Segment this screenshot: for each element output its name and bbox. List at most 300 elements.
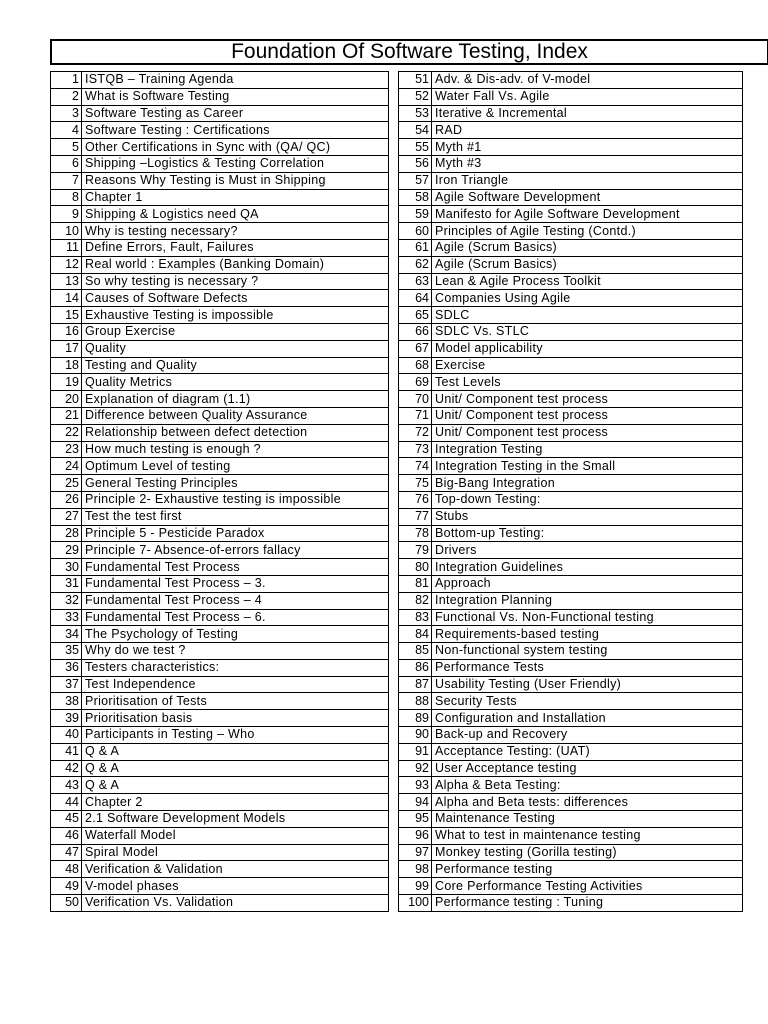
index-topic: Difference between Quality Assurance [82,407,389,424]
index-number: 74 [399,458,432,475]
index-row [399,559,743,576]
index-row [399,861,743,878]
index-number: 48 [51,861,82,878]
index-number: 52 [399,88,432,105]
index-row [51,72,389,89]
index-row [51,760,389,777]
index-topic: Quality [82,340,389,357]
index-number: 58 [399,189,432,206]
index-row [51,407,389,424]
index-topic: Water Fall Vs. Agile [432,88,743,105]
index-row [399,458,743,475]
index-row [51,743,389,760]
index-row [51,592,389,609]
index-topic: Test Levels [432,374,743,391]
index-topic: Verification & Validation [82,861,389,878]
index-row [51,643,389,660]
index-topic: Myth #1 [432,139,743,156]
index-number: 7 [51,172,82,189]
index-number: 94 [399,794,432,811]
index-topic: Iterative & Incremental [432,105,743,122]
index-topic: Top-down Testing: [432,491,743,508]
index-row [51,88,389,105]
index-table-left-body [51,72,389,912]
index-number: 28 [51,525,82,542]
index-number: 18 [51,357,82,374]
index-row [51,861,389,878]
index-number: 54 [399,122,432,139]
index-row [51,172,389,189]
index-topic: Functional Vs. Non-Functional testing [432,609,743,626]
index-row [399,105,743,122]
index-row [399,710,743,727]
index-number: 21 [51,407,82,424]
index-topic: Agile (Scrum Basics) [432,256,743,273]
index-row [51,794,389,811]
index-topic: Monkey testing (Gorilla testing) [432,844,743,861]
index-number: 78 [399,525,432,542]
index-topic: Non-functional system testing [432,643,743,660]
index-topic: Principle 2- Exhaustive testing is impossible [82,491,389,508]
index-topic: Prioritisation of Tests [82,693,389,710]
index-topic: Define Errors, Fault, Failures [82,239,389,256]
index-topic: Optimum Level of testing [82,458,389,475]
index-topic: Q & A [82,777,389,794]
index-topic: Requirements-based testing [432,626,743,643]
index-number: 67 [399,340,432,357]
index-row [399,155,743,172]
index-row [399,441,743,458]
index-number: 46 [51,827,82,844]
index-topic: So why testing is necessary ? [82,273,389,290]
index-topic: Test Independence [82,676,389,693]
index-number: 66 [399,323,432,340]
index-number: 13 [51,273,82,290]
index-topic: Causes of Software Defects [82,290,389,307]
index-topic: Back-up and Recovery [432,727,743,744]
index-row [399,592,743,609]
index-topic: Chapter 2 [82,794,389,811]
index-topic: Performance Tests [432,659,743,676]
index-topic: Exercise [432,357,743,374]
index-number: 6 [51,155,82,172]
index-row [51,340,389,357]
index-number: 73 [399,441,432,458]
index-number: 24 [51,458,82,475]
index-topic: Prioritisation basis [82,710,389,727]
index-row [51,424,389,441]
index-row [51,710,389,727]
index-row [51,626,389,643]
index-topic: Principle 5 - Pesticide Paradox [82,525,389,542]
index-row [399,323,743,340]
index-topic: Core Performance Testing Activities [432,878,743,895]
title-box [50,39,768,65]
index-row [51,273,389,290]
index-number: 86 [399,659,432,676]
index-number: 53 [399,105,432,122]
index-row [51,223,389,240]
index-number: 81 [399,575,432,592]
index-topic: General Testing Principles [82,475,389,492]
index-row [51,155,389,172]
index-topic: Drivers [432,542,743,559]
index-row [399,391,743,408]
index-topic: Acceptance Testing: (UAT) [432,743,743,760]
index-row [51,659,389,676]
index-number: 45 [51,811,82,828]
index-topic: Unit/ Component test process [432,424,743,441]
page-title: Foundation Of Software Testing, Index [231,40,588,63]
index-topic: Reasons Why Testing is Must in Shipping [82,172,389,189]
index-table-left [50,71,389,912]
index-topic: Q & A [82,760,389,777]
index-row [399,895,743,912]
index-topic: User Acceptance testing [432,760,743,777]
index-topic: Agile (Scrum Basics) [432,239,743,256]
index-row [399,827,743,844]
index-number: 64 [399,290,432,307]
index-topic: Configuration and Installation [432,710,743,727]
index-number: 39 [51,710,82,727]
index-number: 75 [399,475,432,492]
index-number: 16 [51,323,82,340]
index-row [399,72,743,89]
index-number: 4 [51,122,82,139]
index-number: 65 [399,307,432,324]
index-topic: Why do we test ? [82,643,389,660]
index-row [51,508,389,525]
index-number: 29 [51,542,82,559]
index-row [399,340,743,357]
index-topic: Iron Triangle [432,172,743,189]
index-topic: Why is testing necessary? [82,223,389,240]
index-row [399,290,743,307]
index-number: 55 [399,139,432,156]
index-topic: Shipping & Logistics need QA [82,206,389,223]
index-number: 3 [51,105,82,122]
index-row [399,727,743,744]
index-row [51,542,389,559]
index-row [51,777,389,794]
index-number: 19 [51,374,82,391]
index-row [399,239,743,256]
index-topic: Maintenance Testing [432,811,743,828]
index-row [51,391,389,408]
index-topic: Principle 7- Absence-of-errors fallacy [82,542,389,559]
index-topic: Adv. & Dis-adv. of V-model [432,72,743,89]
index-number: 33 [51,609,82,626]
index-row [51,895,389,912]
index-topic: Unit/ Component test process [432,407,743,424]
index-topic: Approach [432,575,743,592]
index-number: 8 [51,189,82,206]
index-number: 2 [51,88,82,105]
index-number: 72 [399,424,432,441]
index-number: 23 [51,441,82,458]
index-topic: Verification Vs. Validation [82,895,389,912]
index-topic: Myth #3 [432,155,743,172]
index-row [51,139,389,156]
index-number: 56 [399,155,432,172]
index-topic: Fundamental Test Process – 3. [82,575,389,592]
index-topic: Fundamental Test Process [82,559,389,576]
index-row [399,206,743,223]
index-number: 100 [399,895,432,912]
index-row [51,844,389,861]
index-topic: V-model phases [82,878,389,895]
index-row [399,525,743,542]
index-row [399,878,743,895]
index-topic: RAD [432,122,743,139]
index-number: 91 [399,743,432,760]
index-number: 96 [399,827,432,844]
index-topic: Usability Testing (User Friendly) [432,676,743,693]
index-row [399,626,743,643]
index-topic: Performance testing [432,861,743,878]
index-row [399,256,743,273]
index-row [399,491,743,508]
index-number: 5 [51,139,82,156]
index-topic: SDLC [432,307,743,324]
index-topic: Exhaustive Testing is impossible [82,307,389,324]
index-number: 97 [399,844,432,861]
index-topic: Waterfall Model [82,827,389,844]
index-row [399,357,743,374]
index-number: 32 [51,592,82,609]
index-row [399,88,743,105]
index-row [51,458,389,475]
index-row [51,609,389,626]
index-number: 34 [51,626,82,643]
index-number: 42 [51,760,82,777]
index-number: 27 [51,508,82,525]
index-number: 70 [399,391,432,408]
index-number: 26 [51,491,82,508]
index-row [399,794,743,811]
index-number: 79 [399,542,432,559]
index-topic: Fundamental Test Process – 6. [82,609,389,626]
index-number: 63 [399,273,432,290]
index-topic: The Psychology of Testing [82,626,389,643]
index-row [51,374,389,391]
index-number: 15 [51,307,82,324]
index-topic: Alpha and Beta tests: differences [432,794,743,811]
index-row [399,223,743,240]
index-row [399,374,743,391]
index-row [399,609,743,626]
index-topic: Software Testing as Career [82,105,389,122]
index-row [399,844,743,861]
index-topic: Shipping –Logistics & Testing Correlation [82,155,389,172]
index-row [399,139,743,156]
index-topic: Integration Guidelines [432,559,743,576]
index-topic: Alpha & Beta Testing: [432,777,743,794]
index-row [51,878,389,895]
index-number: 99 [399,878,432,895]
index-row [51,323,389,340]
index-number: 17 [51,340,82,357]
index-row [399,760,743,777]
index-number: 40 [51,727,82,744]
index-row [51,559,389,576]
index-row [51,827,389,844]
index-number: 37 [51,676,82,693]
index-topic: Fundamental Test Process – 4 [82,592,389,609]
index-topic: Integration Testing [432,441,743,458]
index-number: 95 [399,811,432,828]
index-number: 36 [51,659,82,676]
index-row [51,441,389,458]
index-topic: Lean & Agile Process Toolkit [432,273,743,290]
index-row [51,811,389,828]
index-number: 60 [399,223,432,240]
index-number: 30 [51,559,82,576]
index-number: 12 [51,256,82,273]
index-number: 92 [399,760,432,777]
index-number: 22 [51,424,82,441]
index-topic: Stubs [432,508,743,525]
index-row [399,575,743,592]
index-row [399,811,743,828]
index-number: 38 [51,693,82,710]
index-row [399,307,743,324]
index-row [51,491,389,508]
index-row [51,693,389,710]
index-number: 41 [51,743,82,760]
index-row [51,575,389,592]
index-number: 87 [399,676,432,693]
index-row [51,357,389,374]
index-number: 62 [399,256,432,273]
index-number: 57 [399,172,432,189]
index-number: 31 [51,575,82,592]
index-number: 90 [399,727,432,744]
index-number: 50 [51,895,82,912]
index-topic: What is Software Testing [82,88,389,105]
index-topic: Other Certifications in Sync with (QA/ QC) [82,139,389,156]
index-topic: Model applicability [432,340,743,357]
index-row [399,122,743,139]
index-row [51,525,389,542]
index-row [399,693,743,710]
index-number: 69 [399,374,432,391]
index-number: 59 [399,206,432,223]
index-topic: Principles of Agile Testing (Contd.) [432,223,743,240]
index-number: 80 [399,559,432,576]
index-row [51,239,389,256]
index-row [399,777,743,794]
index-row [399,475,743,492]
index-row [399,407,743,424]
index-topic: Q & A [82,743,389,760]
index-number: 14 [51,290,82,307]
index-number: 25 [51,475,82,492]
index-topic: Software Testing : Certifications [82,122,389,139]
index-topic: Security Tests [432,693,743,710]
index-row [51,290,389,307]
index-row [51,189,389,206]
index-number: 82 [399,592,432,609]
index-topic: Big-Bang Integration [432,475,743,492]
index-row [51,676,389,693]
index-row [51,727,389,744]
index-topic: Group Exercise [82,323,389,340]
index-row [399,189,743,206]
index-row [51,256,389,273]
index-number: 93 [399,777,432,794]
index-number: 83 [399,609,432,626]
index-number: 47 [51,844,82,861]
index-number: 88 [399,693,432,710]
index-row [51,475,389,492]
index-row [51,105,389,122]
index-number: 20 [51,391,82,408]
index-number: 44 [51,794,82,811]
index-topic: What to test in maintenance testing [432,827,743,844]
index-table-right [398,71,743,912]
index-row [399,676,743,693]
index-topic: Real world : Examples (Banking Domain) [82,256,389,273]
index-row [399,743,743,760]
index-topic: Spiral Model [82,844,389,861]
index-topic: Bottom-up Testing: [432,525,743,542]
index-row [399,643,743,660]
index-topic: Testers characteristics: [82,659,389,676]
index-number: 98 [399,861,432,878]
index-row [51,307,389,324]
index-topic: Test the test first [82,508,389,525]
index-table-right-body [399,72,743,912]
index-topic: Chapter 1 [82,189,389,206]
index-row [51,206,389,223]
index-number: 10 [51,223,82,240]
index-topic: Integration Testing in the Small [432,458,743,475]
index-topic: Unit/ Component test process [432,391,743,408]
index-row [399,542,743,559]
index-number: 89 [399,710,432,727]
index-topic: Relationship between defect detection [82,424,389,441]
index-number: 1 [51,72,82,89]
index-topic: Participants in Testing – Who [82,727,389,744]
index-number: 68 [399,357,432,374]
index-topic: Performance testing : Tuning [432,895,743,912]
index-row [399,424,743,441]
index-row [399,172,743,189]
index-topic: Testing and Quality [82,357,389,374]
index-row [51,122,389,139]
index-topic: Quality Metrics [82,374,389,391]
index-number: 49 [51,878,82,895]
index-row [399,508,743,525]
index-number: 43 [51,777,82,794]
index-topic: Manifesto for Agile Software Development [432,206,743,223]
index-number: 76 [399,491,432,508]
index-row [399,659,743,676]
index-number: 11 [51,239,82,256]
index-topic: Companies Using Agile [432,290,743,307]
index-number: 9 [51,206,82,223]
index-number: 71 [399,407,432,424]
index-number: 51 [399,72,432,89]
index-number: 61 [399,239,432,256]
index-topic: Agile Software Development [432,189,743,206]
index-topic: Integration Planning [432,592,743,609]
index-topic: ISTQB – Training Agenda [82,72,389,89]
index-number: 85 [399,643,432,660]
index-topic: SDLC Vs. STLC [432,323,743,340]
index-topic: Explanation of diagram (1.1) [82,391,389,408]
